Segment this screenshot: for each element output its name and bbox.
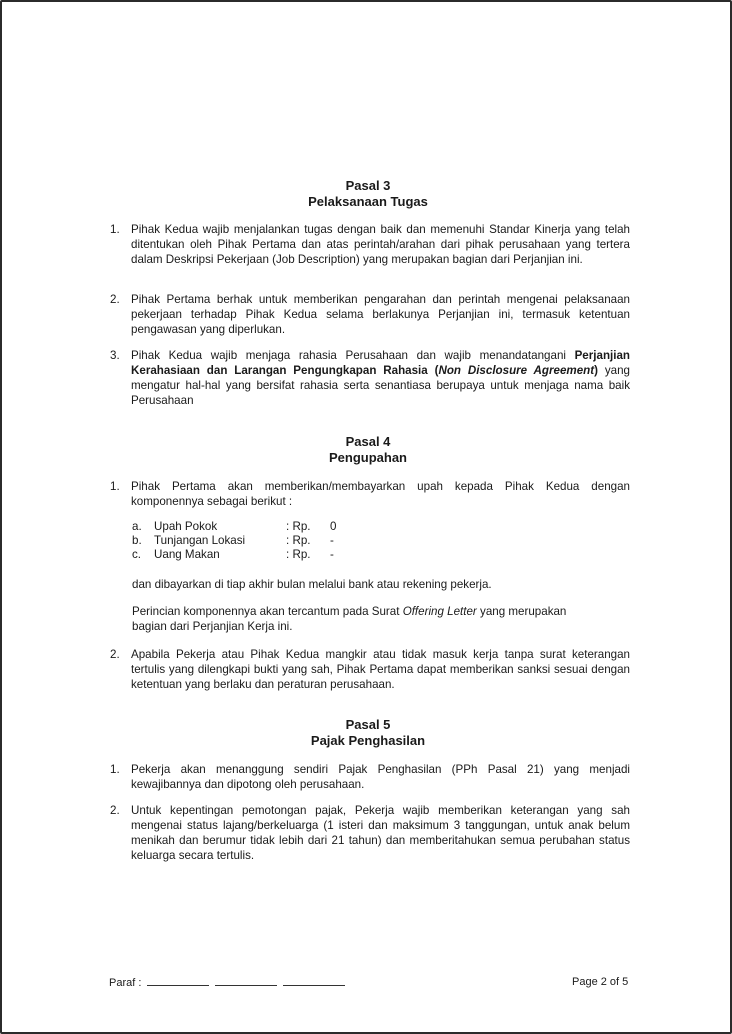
component-currency: : Rp. <box>286 520 311 533</box>
component-value: - <box>330 548 334 561</box>
list-number: 2. <box>110 804 120 817</box>
list-number: 1. <box>110 223 120 236</box>
paraf-line-1 <box>147 975 209 986</box>
pasal-3-number: Pasal 3 <box>345 178 391 193</box>
list-number: 1. <box>110 763 120 776</box>
list-text: Pekerja akan menanggung sendiri Pajak Penghasilan (PPh Pasal 21) yang menjadi kewajibannya dan dipotong oleh perusahaan. <box>131 763 630 792</box>
paraf-line-2 <box>215 975 277 986</box>
list-number: 3. <box>110 349 120 362</box>
text-segment: yang mengatur hal-hal yang bersifat rahasia serta senantiasa berupaya untuk menjaga nama baik Perusahaan <box>131 364 630 408</box>
component-currency: : Rp. <box>286 534 311 547</box>
list-text: Apabila Pekerja atau Pihak Kedua mangkir atau tidak masuk kerja tanpa surat keterangan tertulis yang dilengkapi bukti yang sah, Pihak Pertama dapat memberikan sanksi sesuai dengan ketentuan yang berlaku dan peraturan perusahaan. <box>131 648 630 692</box>
pasal-5-item-2 <box>110 803 630 863</box>
pasal-3-title: Pelaksanaan Tugas <box>308 194 428 209</box>
page-number: Page 2 of 5 <box>572 976 629 988</box>
nda-bold-end: ) <box>594 364 598 378</box>
pasal-4-item-2 <box>110 647 630 692</box>
text-segment: Pihak Kedua wajib menjaga rahasia Perusahaan dan wajib menandatangani <box>131 349 575 362</box>
pasal-3-item-3 <box>110 348 630 408</box>
list-text <box>131 348 630 408</box>
list-text: Pihak Pertama akan memberikan/membayarkan upah kepada Pihak Kedua dengan komponennya sebagai berikut : <box>131 480 630 509</box>
nda-bold-text: Perjanjian Kerahasiaan dan Larangan Pengungkapan Rahasia ( <box>131 349 630 378</box>
text-segment: Perincian komponennya akan tercantum pada Surat <box>132 605 403 618</box>
component-letter: b. <box>132 534 142 547</box>
pasal-4-item-1 <box>110 479 630 509</box>
list-text: Untuk kepentingan pemotongan pajak, Pekerja wajib memberikan keterangan yang sah mengenai status lajang/berkeluarga (1 isteri dan maksimum 3 tanggungan, untuk anak belum menikah dan berumur tidak lebih dari 21 tahun) dan memberitahukan semua perubahan status keluarga secara tertulis. <box>131 804 630 863</box>
paraf-field <box>109 975 345 990</box>
component-letter: a. <box>132 520 142 533</box>
pasal-4-number: Pasal 4 <box>345 434 391 449</box>
paraf-label: Paraf : <box>109 977 142 989</box>
component-letter: c. <box>132 548 142 561</box>
payment-note: dan dibayarkan di tiap akhir bulan melalui bank atau rekening pekerja. <box>132 578 492 591</box>
pasal-4-title: Pengupahan <box>328 450 407 465</box>
component-label: Upah Pokok <box>154 520 218 533</box>
pasal-5-title: Pajak Penghasilan <box>310 733 426 748</box>
component-label: Tunjangan Lokasi <box>154 534 246 547</box>
list-number: 2. <box>110 648 120 661</box>
list-text: Pihak Kedua wajib menjalankan tugas dengan baik dan memenuhi Standar Kinerja yang telah ditentukan oleh Pihak Pertama dan atas perintah/arahan dari pihak perusahaan yang tertera dalam Deskripsi Pekerjaan (Job Description) yang merupakan bagian dari Perjanjian ini. <box>131 223 630 267</box>
pasal-3-item-1 <box>110 222 630 267</box>
component-currency: : Rp. <box>286 548 311 561</box>
component-label: Uang Makan <box>154 548 220 561</box>
component-value: - <box>330 534 334 547</box>
pasal-5-number: Pasal 5 <box>345 717 391 732</box>
list-text: Pihak Pertama berhak untuk memberikan pengarahan dan perintah mengenai pelaksanaan pekerjaan terhadap Pihak Kedua selama berlakunya Perjanjian ini, termasuk ketentuan pengawasan yang diperlukan. <box>131 293 630 337</box>
component-value: 0 <box>330 520 337 533</box>
list-number: 2. <box>110 293 120 306</box>
nda-italic-text: Non Disclosure Agreement <box>438 364 595 378</box>
pasal-5-item-1 <box>110 762 630 792</box>
offering-letter-italic: Offering Letter <box>402 605 477 618</box>
detail-note <box>132 604 602 634</box>
paraf-line-3 <box>283 975 345 986</box>
list-number: 1. <box>110 480 120 493</box>
pasal-3-item-2 <box>110 292 630 337</box>
text-segment: yang merupakan bagian dari Perjanjian Kerja ini. <box>132 605 567 634</box>
